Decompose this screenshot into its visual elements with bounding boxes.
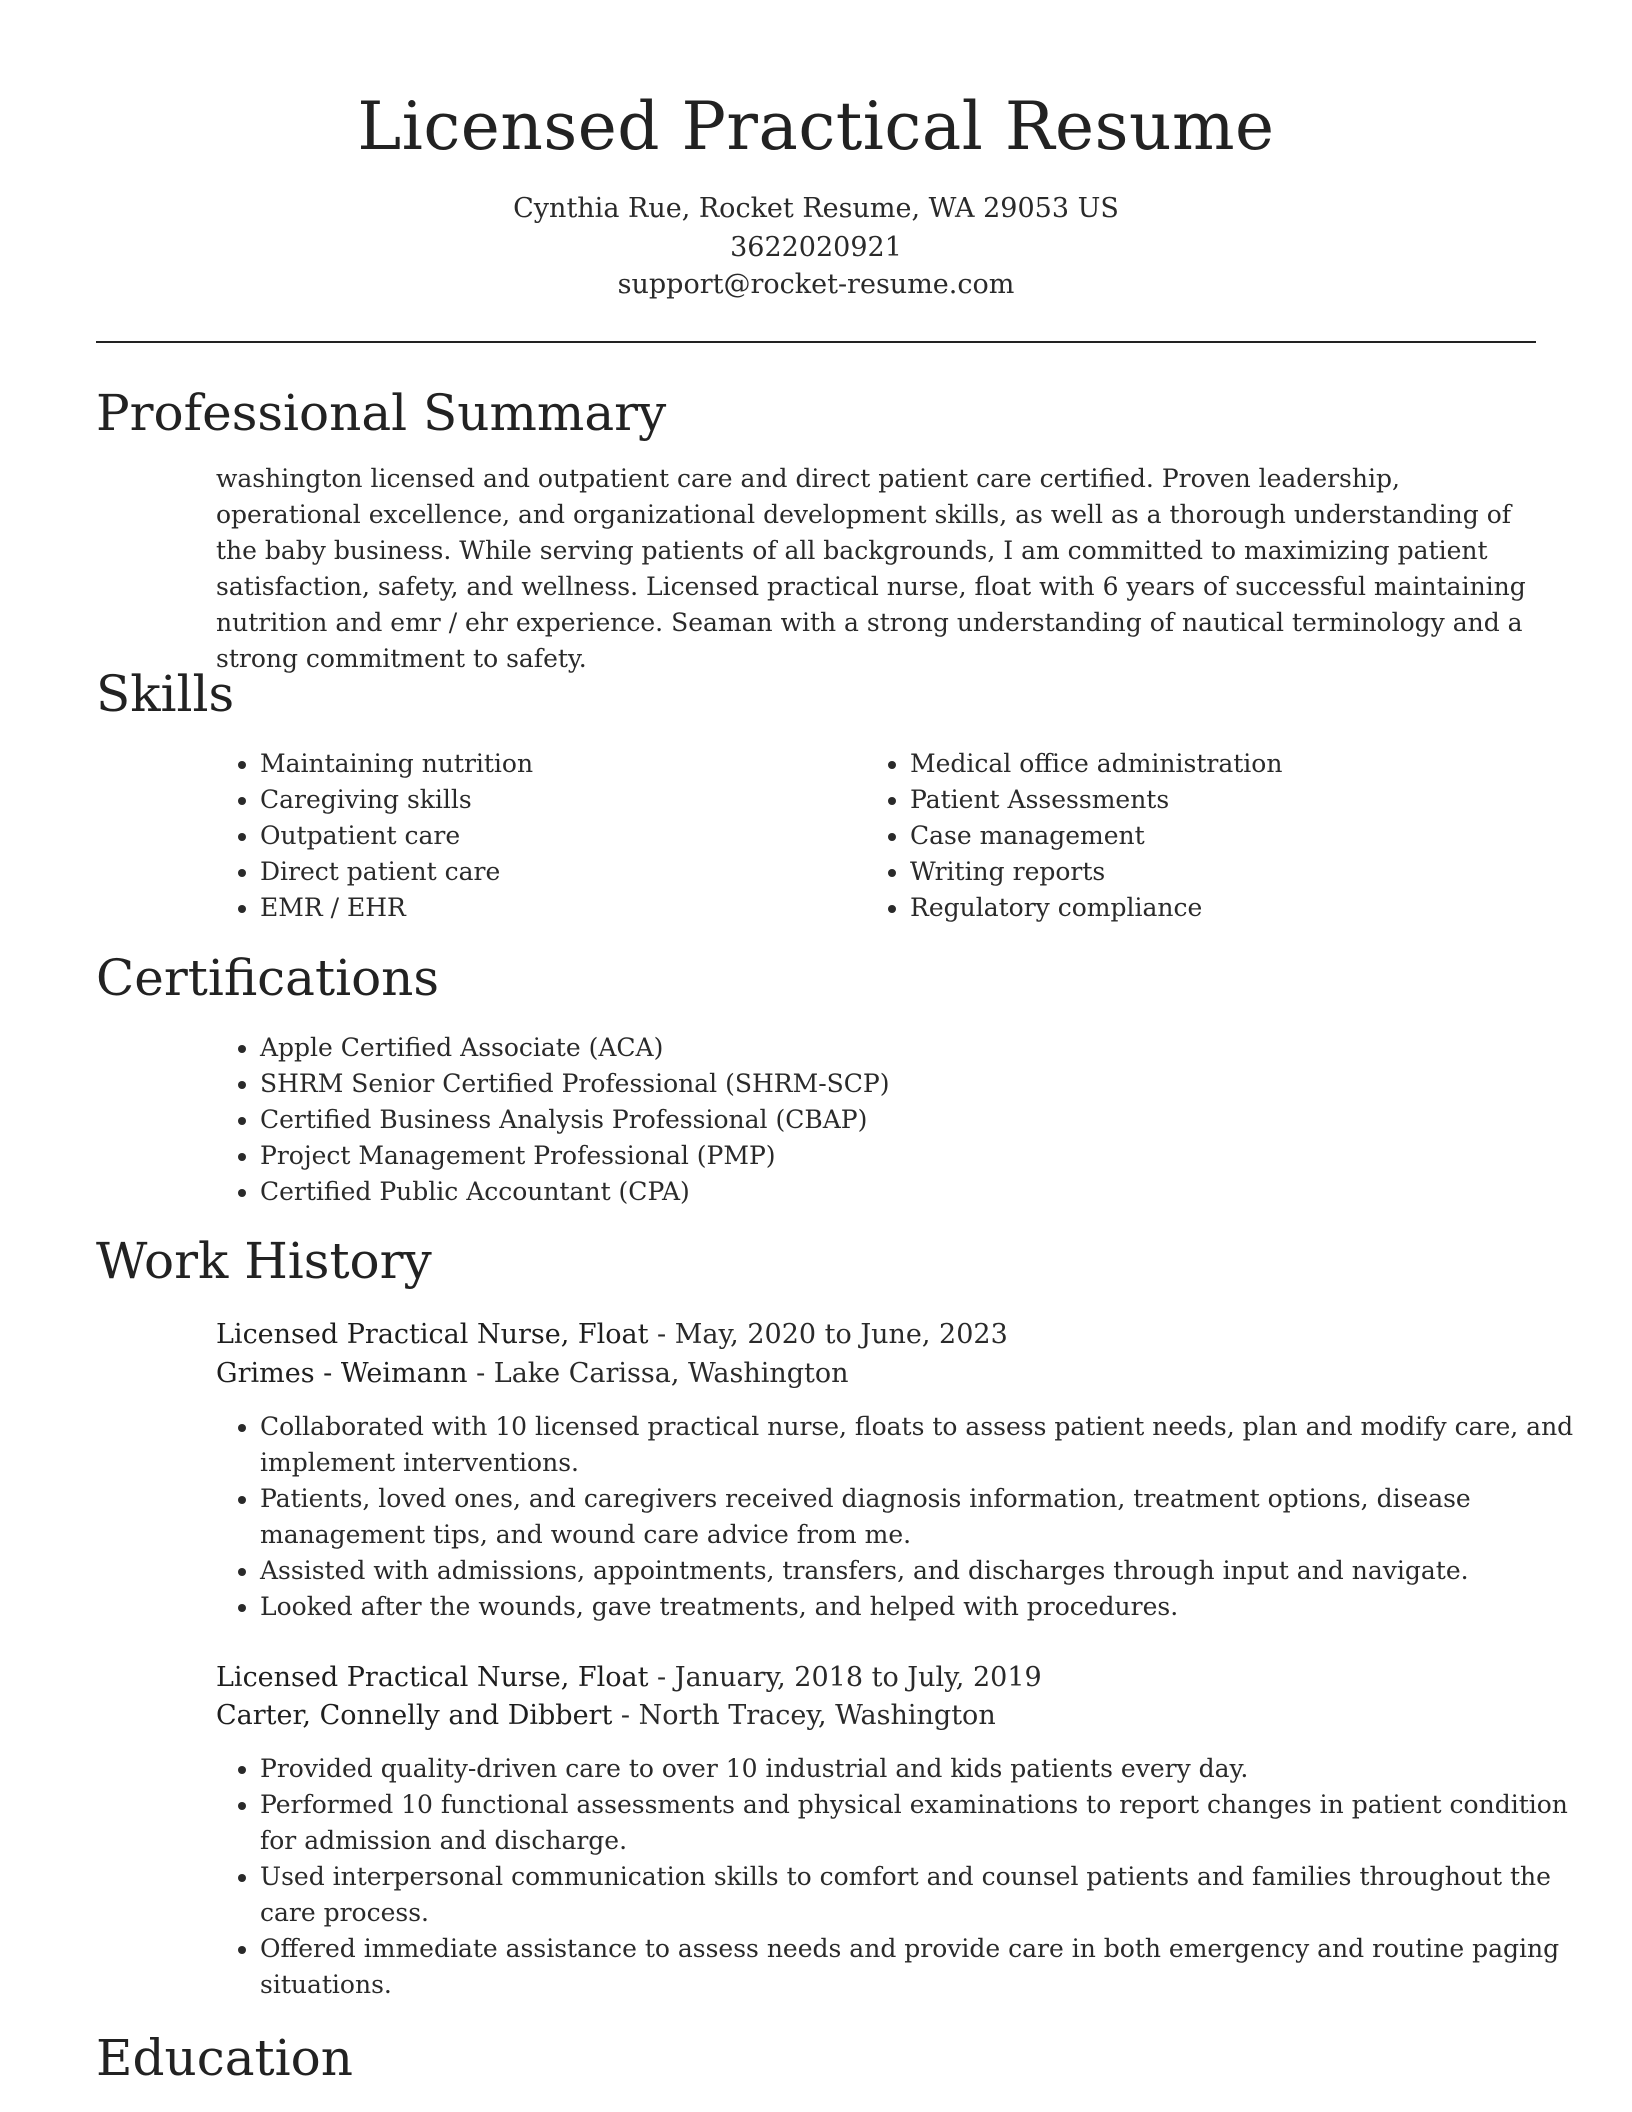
resume-title: Licensed Practical Resume [357, 88, 1275, 165]
skills-list-right [866, 746, 1550, 926]
job-bullet: • Patients, loved ones, and caregivers received diagnosis information, treatment options, disease management tips, and wound care advice from me. [260, 1481, 1580, 1553]
contact-address: Cynthia Rue, Rocket Resume, WA 29053 US [513, 193, 1119, 224]
job-bullet: • Offered immediate assistance to assess needs and provide care in both emergency and routine paging situations. [260, 1931, 1580, 2003]
job-bullet: • Collaborated with 10 licensed practical nurse, floats to assess patient needs, plan and modify care, and implement interventions. [260, 1409, 1580, 1481]
skill-item: • Regulatory compliance [910, 890, 1550, 926]
skill-item: • Caregiving skills [260, 782, 860, 818]
job-bullet: • Performed 10 functional assessments and physical examinations to report changes in patient condition for admission and discharge. [260, 1787, 1580, 1859]
certification-item: • Project Management Professional (PMP) [260, 1138, 1560, 1174]
job-company: Grimes - Weimann [216, 1358, 468, 1389]
skill-item: • Direct patient care [260, 854, 860, 890]
job-bullet: • Provided quality-driven care to over 10 industrial and kids patients every day. [260, 1751, 1580, 1787]
job-company-line [216, 1697, 996, 1735]
summary-text: washington licensed and outpatient care and direct patient care certified. Proven leadership, operational excellence, and organizational development skills, as well as a thorough understanding of the baby business. While serving patients of all backgrounds, I am committed to maximizing patient satisfaction, safety, and wellness. Licensed practical nurse, float with 6 years of successful maintaining nutrition and emr / ehr experience. Seaman with a strong understanding of nautical terminology and a strong commitment to safety. [216, 464, 1526, 673]
header-divider [96, 341, 1536, 343]
job-dates: - May, 2020 to June, 2023 [648, 1319, 1008, 1350]
job-title-line [216, 1659, 1042, 1697]
job-bullet: • Used interpersonal communication skills to comfort and counsel patients and families throughout the care process. [260, 1859, 1580, 1931]
skills-list-left [216, 746, 860, 926]
job-bullets [216, 1409, 1580, 1625]
skill-item: • Medical office administration [910, 746, 1550, 782]
skill-item: • Patient Assessments [910, 782, 1550, 818]
job-bullet: • Looked after the wounds, gave treatments, and helped with procedures. [260, 1589, 1580, 1625]
skill-item: • Maintaining nutrition [260, 746, 860, 782]
job-location: - Lake Carissa, Washington [467, 1358, 849, 1389]
skill-item: • Writing reports [910, 854, 1550, 890]
job-bullet: • Assisted with admissions, appointments, transfers, and discharges through input and navigate. [260, 1553, 1580, 1589]
certification-item: • Apple Certified Associate (ACA) [260, 1030, 1560, 1066]
certification-item: • Certified Business Analysis Professional (CBAP) [260, 1102, 1560, 1138]
job-location: - North Tracey, Washington [612, 1700, 996, 1731]
certifications-list [216, 1030, 1560, 1210]
contact-email: support@rocket-resume.com [617, 269, 1015, 300]
job-title-line [216, 1316, 1008, 1354]
certification-item: • SHRM Senior Certified Professional (SHRM-SCP) [260, 1066, 1560, 1102]
skill-item: • Case management [910, 818, 1550, 854]
job-company: Carter, Connelly and Dibbert [216, 1700, 613, 1731]
skills-heading: Skills [96, 665, 235, 723]
skill-item: • EMR / EHR [260, 890, 860, 926]
contact-phone: 3622020921 [730, 232, 902, 263]
certification-item: • Certified Public Accountant (CPA) [260, 1174, 1560, 1210]
job-role: Licensed Practical Nurse, Float [216, 1319, 649, 1350]
job-dates: - January, 2018 to July, 2019 [648, 1662, 1042, 1693]
certifications-heading: Certifications [96, 949, 440, 1007]
job-role: Licensed Practical Nurse, Float [216, 1662, 649, 1693]
job-company-line [216, 1355, 849, 1393]
job-bullets [216, 1751, 1580, 2003]
work-history-heading: Work History [96, 1232, 432, 1290]
skill-item: • Outpatient care [260, 818, 860, 854]
education-heading: Education [96, 2029, 353, 2087]
summary-heading: Professional Summary [96, 384, 667, 442]
